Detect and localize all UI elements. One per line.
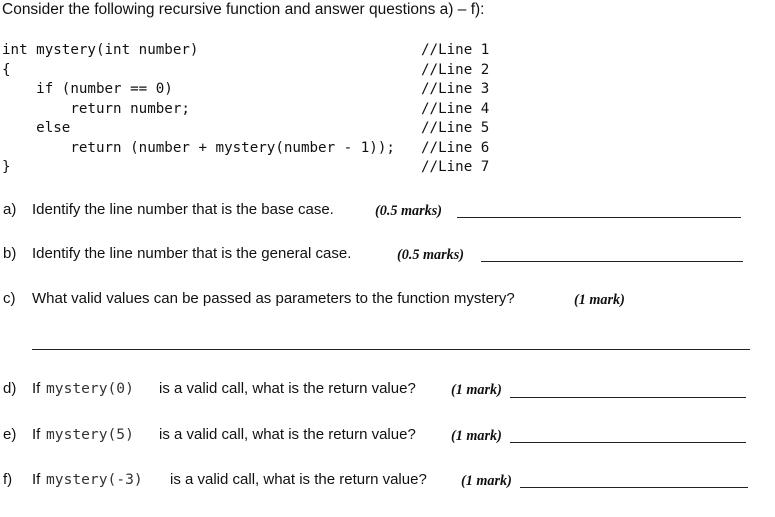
answer-blank-e[interactable] bbox=[510, 442, 746, 443]
line-label-3: //Line 3 bbox=[421, 81, 490, 97]
question-prefix: If bbox=[32, 471, 41, 488]
question-text: is a valid call, what is the return value? bbox=[170, 471, 427, 488]
line-label-6: //Line 6 bbox=[421, 140, 490, 156]
function-call: mystery(0) bbox=[46, 380, 134, 397]
answer-blank-f[interactable] bbox=[520, 487, 748, 488]
code-line-1: int mystery(int number) bbox=[2, 42, 199, 58]
line-label-4: //Line 4 bbox=[421, 101, 490, 117]
code-line-5: else bbox=[2, 120, 71, 136]
question-letter: e) bbox=[3, 426, 17, 443]
intro-text: Consider the following recursive function and answer questions a) – f): bbox=[2, 1, 485, 18]
question-letter: b) bbox=[3, 245, 17, 262]
answer-blank-b[interactable] bbox=[481, 261, 743, 262]
line-label-1: //Line 1 bbox=[421, 42, 490, 58]
marks-label: (1 mark) bbox=[451, 382, 502, 398]
marks-label: (1 mark) bbox=[461, 473, 512, 489]
question-letter: a) bbox=[3, 201, 17, 218]
function-call: mystery(-3) bbox=[46, 471, 143, 488]
question-letter: f) bbox=[3, 471, 13, 488]
answer-blank-c[interactable] bbox=[32, 349, 750, 350]
question-text: is a valid call, what is the return value? bbox=[159, 380, 416, 397]
marks-label: (1 mark) bbox=[451, 428, 502, 444]
code-line-2: { bbox=[2, 62, 11, 78]
question-letter: c) bbox=[3, 290, 16, 307]
question-prefix: If bbox=[32, 380, 41, 397]
line-label-5: //Line 5 bbox=[421, 120, 490, 136]
marks-label: (0.5 marks) bbox=[375, 203, 442, 219]
marks-label: (0.5 marks) bbox=[397, 247, 464, 263]
code-line-3: if (number == 0) bbox=[2, 81, 173, 97]
question-text: Identify the line number that is the base case. bbox=[32, 201, 334, 218]
line-label-2: //Line 2 bbox=[421, 62, 490, 78]
question-text: is a valid call, what is the return value? bbox=[159, 426, 416, 443]
question-prefix: If bbox=[32, 426, 41, 443]
code-line-7: } bbox=[2, 159, 11, 175]
question-letter: d) bbox=[3, 380, 17, 397]
answer-blank-a[interactable] bbox=[457, 217, 741, 218]
code-line-6: return (number + mystery(number - 1)); bbox=[2, 140, 395, 156]
answer-blank-d[interactable] bbox=[510, 397, 746, 398]
marks-label: (1 mark) bbox=[574, 292, 625, 308]
code-line-4: return number; bbox=[2, 101, 190, 117]
line-label-7: //Line 7 bbox=[421, 159, 490, 175]
function-call: mystery(5) bbox=[46, 426, 134, 443]
question-text: Identify the line number that is the general case. bbox=[32, 245, 352, 262]
question-text: What valid values can be passed as parameters to the function mystery? bbox=[32, 290, 515, 307]
